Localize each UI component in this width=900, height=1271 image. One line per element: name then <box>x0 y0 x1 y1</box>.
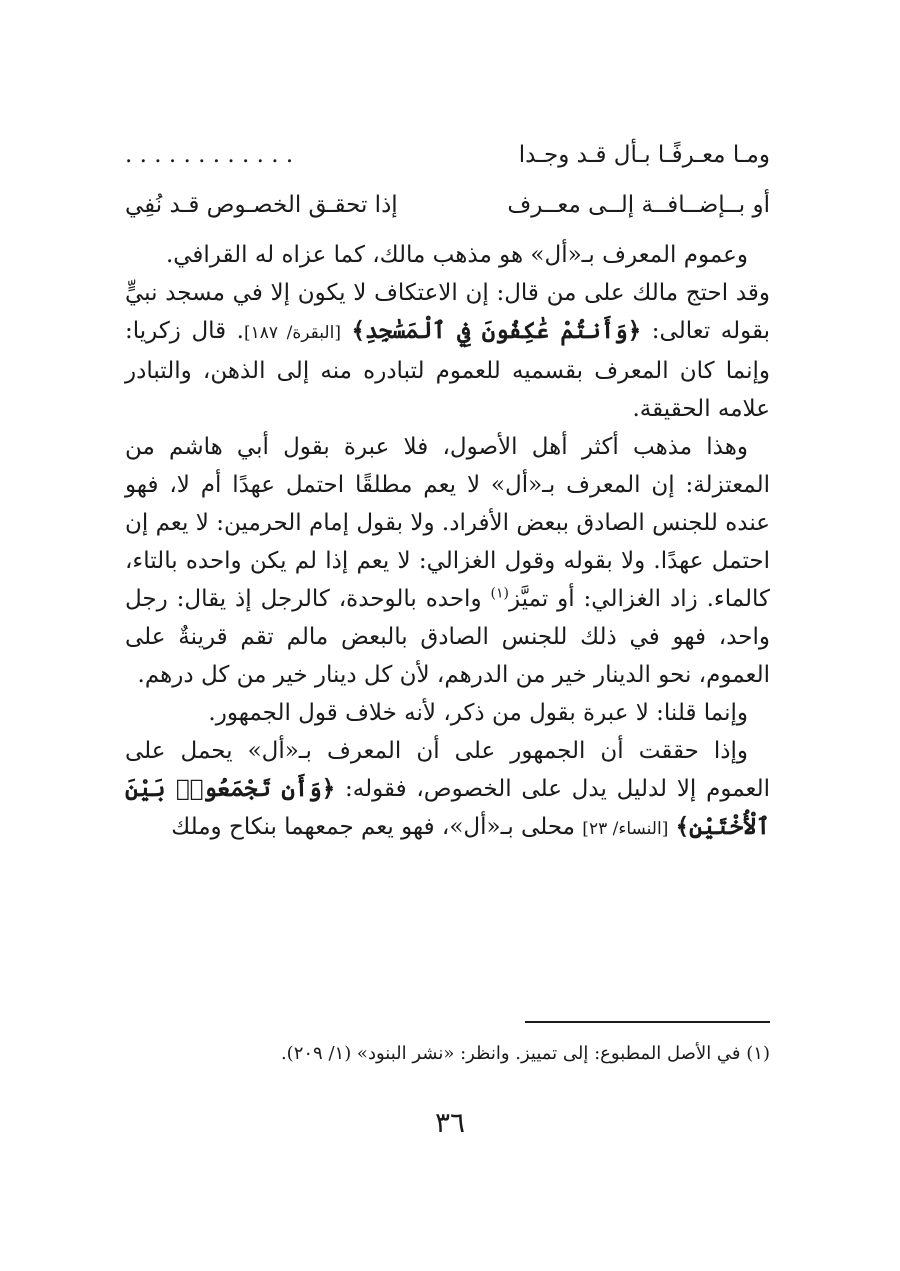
paragraph-usul-text-b: واحده بالوحدة، كالرجل إذ يقال: رجل واحد، فهو في ذلك للجنس الصادق بالبعض مالم تقم قرينةٌ على العموم، نحو الدينار خير من الدرهم، لأن كل دينار خير من كل درهم. <box>125 586 770 688</box>
quran-quote-nisa: ﴿وَأَن تَجْمَعُوا۟ بَيْنَ ٱلْأُخْتَيْنِ﴾ <box>125 775 770 840</box>
paragraph-itikaf-text-a: وقد احتج مالك على من قال: إن الاعتكاف لا يكون إلا في مسجد نبيٍّ بقوله تعالى: <box>125 280 771 344</box>
footnote-1: (١) في الأصل المطبوع: إلى تمييز. وانظر: «نشر البنود» (١/ ٢٠٩). <box>280 1043 770 1064</box>
verse-line-1 <box>125 130 770 180</box>
paragraph-two-sisters <box>125 732 770 848</box>
paragraph-two-sisters-text-b: محلى بـ«أل»، فهو يعم جمعهما بنكاح وملك <box>171 814 583 840</box>
paragraph-two-sisters-text-a: وإذا حققت أن الجمهور على أن المعرف بـ«أل» يحمل على العموم إلا لدليل يدل على الخصوص، فقوله: <box>125 738 770 802</box>
paragraph-itikaf-argument <box>125 274 770 428</box>
verse-1-second-hemistich: . . . . . . . . . . . . <box>125 142 294 168</box>
quran-ref-baqara: [البقرة/ ١٨٧] <box>244 323 341 343</box>
quran-quote-baqara: ﴿وَأَنتُمْ عَٰكِفُونَ فِي ٱلْمَسَٰجِدِ﴾ <box>351 317 642 344</box>
footnote-marker[interactable]: (١) <box>490 585 509 602</box>
footnote-separator <box>525 1021 770 1023</box>
paragraph-malik-view: وعموم المعرف بـ«أل» هو مذهب مالك، كما عزاه له القرافي. <box>165 242 748 268</box>
quran-ref-nisa: [النساء/ ٢٣] <box>582 819 669 839</box>
paragraph-itikaf-text-b: . قال زكريا: وإنما كان المعرف بقسميه للعموم لتبادره منه إلى الذهن، والتبادر علامه الحقيقة. <box>125 318 770 422</box>
page-content <box>125 130 770 848</box>
verse-1-first-hemistich: ومـا معـرفًـا بـأل قـد وجـدا <box>518 142 770 168</box>
verse-line-2 <box>125 180 770 230</box>
paragraph-jumhur-note: وإنما قلنا: لا عبرة بقول من ذكر، لأنه خلاف قول الجمهور. <box>208 700 748 726</box>
paragraph-usul-majority <box>125 428 770 694</box>
paragraph-usul-text-a: وهذا مذهب أكثر أهل الأصول، فلا عبرة بقول أبي هاشم من المعتزلة: إن المعرف بـ«أل» لا يعم مطلقًا احتمل عهدًا أم لا، فهو عنده للجنس الصادق ببعض الأفراد. ولا بقول إمام الحرمين: لا يعم إن احتمل عهدًا. ولا بقوله وقول الغزالي: لا يعم إذا لم يكن واحده بالتاء، كالماء. زاد الغزالي: أو تميَّز <box>125 434 770 612</box>
verse-2-second-hemistich: إذا تحقـق الخصـوص قـد نُفِي <box>125 192 398 218</box>
verse-2-first-hemistich: أو بــإضــافــة إلــى معــرف <box>507 192 770 218</box>
page-number: ٣٦ <box>434 1106 466 1139</box>
